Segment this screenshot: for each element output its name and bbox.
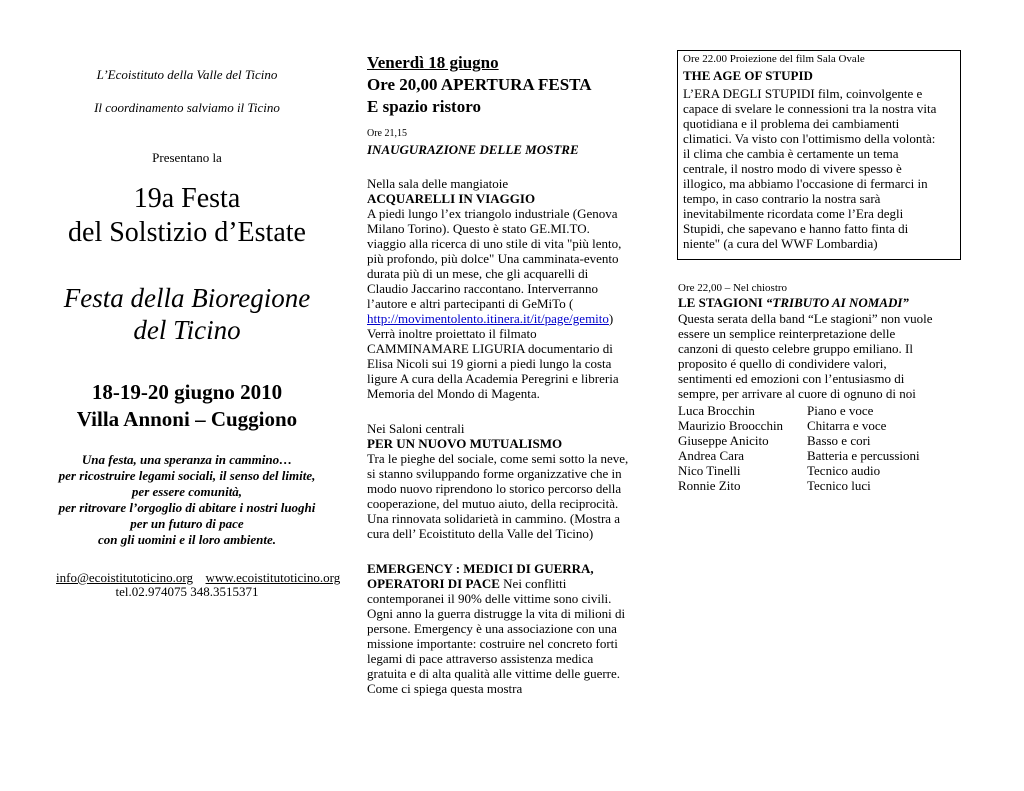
paragraph-line: Tra le pieghe del sociale, come semi sotto la neve, <box>367 451 629 466</box>
motto-line: con gli uomini e il loro ambiente. <box>97 532 277 547</box>
event-title-line-1: 19a Festa <box>133 183 241 214</box>
member-role: Batteria e percussioni <box>807 448 920 463</box>
paragraph-line: inevitabilmente ricordata come l’Era degli <box>683 206 904 221</box>
paragraph-line: CAMMINAMARE LIGURIA documentario di <box>367 341 613 356</box>
email-link[interactable]: info@ecoistitutoticino.org <box>56 570 194 585</box>
member-name: Maurizio Broocchin <box>678 418 784 433</box>
paragraph-line: ligure A cura della Academia Peregrini e libreria <box>367 371 619 386</box>
film-title: THE AGE OF STUPID <box>683 68 813 83</box>
emergency-section <box>367 561 652 696</box>
paragraph-line: più profondo, più dolce" Una camminata-evento <box>367 251 619 266</box>
paragraph-line: Stupidi, che sapevano e hanno fatto finta di <box>683 221 909 236</box>
concert-time: Ore 22,00 – Nel chiostro <box>678 282 788 294</box>
motto-line: per ritrovare l’orgoglio di abitare i nostri luoghi <box>58 500 316 515</box>
section-title: ACQUARELLI IN VIAGGIO <box>367 191 536 206</box>
paragraph-line: legami di pace attraverso assistenza medica <box>367 651 594 666</box>
paragraph-line: quotidiana e il problema dei cambiamenti <box>683 116 900 131</box>
section-title: PER UN NUOVO MUTUALISMO <box>367 436 563 451</box>
restaurant-heading: E spazio ristoro <box>367 97 481 116</box>
opening-heading: Ore 20,00 APERTURA FESTA <box>367 75 592 94</box>
paragraph-line: Questa serata della band “Le stagioni” non vuole <box>678 311 933 326</box>
member-name: Luca Brocchin <box>678 403 755 418</box>
event-subtitle-line-1: Festa della Bioregione <box>63 283 311 313</box>
motto-line: per un futuro di pace <box>130 516 244 531</box>
paragraph-line: essere un semplice reinterpretazione delle <box>678 326 896 341</box>
paragraph-line: persone. Emergency è una associazione con una <box>367 621 617 636</box>
paragraph-line: si stanno sviluppando forme organizzative che in <box>367 466 622 481</box>
paragraph-line: illogico, ma abbiamo l'occasione di fermarci in <box>683 176 928 191</box>
concert-description <box>678 311 963 401</box>
band-member <box>678 403 963 418</box>
member-role: Chitarra e voce <box>807 418 887 433</box>
watercolour-section <box>367 176 652 401</box>
concert-band-name: LE STAGIONI <box>678 295 766 310</box>
film-description <box>683 86 955 251</box>
presenter-text: Presentano la <box>152 150 222 165</box>
band-member <box>678 478 963 493</box>
event-venue: Villa Annoni – Cuggiono <box>76 407 298 431</box>
event-motto <box>48 452 326 548</box>
member-name: Giuseppe Anicito <box>678 433 769 448</box>
paragraph-line: viaggio alla ricerca di uno stile di vita "più lento, <box>367 236 622 251</box>
venue-label: Nella sala delle mangiatoie <box>367 176 509 191</box>
section-title-cont: OPERATORI DI PACE <box>367 576 500 591</box>
event-dates: 18-19-20 giugno 2010 <box>91 380 283 404</box>
paragraph-line: modo nuovo riprendono lo storico percorso della <box>367 481 622 496</box>
member-name: Ronnie Zito <box>678 478 741 493</box>
paragraph-line: Elisa Nicoli sui 19 giorni a piedi lungo la costa <box>367 356 612 371</box>
paragraph-line <box>367 311 652 326</box>
website-link[interactable]: www.ecoistitutoticino.org <box>205 570 341 585</box>
day-heading: Venerdì 18 giugno <box>367 53 499 72</box>
member-role: Tecnico luci <box>807 478 871 493</box>
paragraph-line: centrale, il nostro modo di vivere spesso è <box>683 161 902 176</box>
motto-line: Una festa, una speranza in cammino… <box>81 452 293 467</box>
motto-line: per ricostruire legami sociali, il senso del limite, <box>58 468 316 483</box>
gemito-link[interactable]: http://movimentolento.itinera.it/it/page/gemito <box>367 311 609 326</box>
paragraph-line: A piedi lungo l’ex triangolo industriale (Genova <box>367 206 618 221</box>
paragraph-line: Ogni anno la guerra distrugge la vita di milioni di <box>367 606 626 621</box>
paragraph-line: Milano Torino). Questo è stato GE.MI.TO. <box>367 221 590 236</box>
paragraph-line: capace di svelare le connessioni tra la nostra vita <box>683 101 937 116</box>
paragraph-line: durata più di un mese, che gli acquarelli di <box>367 266 589 281</box>
paragraph-line: Come ci spiega questa mostra <box>367 681 523 696</box>
paren-close: ) <box>608 311 614 326</box>
paragraph-line: cooperazione, del mutuo aiuto, della reciprocità. <box>367 496 619 511</box>
paragraph-line: Claudio Jaccarino raccontano. Interverranno <box>367 281 599 296</box>
paragraph-line: L’ERA DEGLI STUPIDI film, coinvolgente e <box>683 86 923 101</box>
paragraph-line: l’autore e altri partecipanti di GeMiTo ( <box>367 296 574 311</box>
paragraph-line: tempo, in caso contrario la nostra sarà <box>683 191 881 206</box>
venue-label: Nei Saloni centrali <box>367 421 465 436</box>
paragraph-start: Nei conflitti <box>499 576 567 591</box>
paragraph-line: sempre, per arrivare al cuore di ognuno di noi <box>678 386 916 401</box>
organizer-1: L’Ecoistituto della Valle del Ticino <box>96 67 278 82</box>
paragraph-line: sentimenti ed emozioni con l’entusiasmo di <box>678 371 905 386</box>
paragraph-line: proposito é quello di condividere valori, <box>678 356 887 371</box>
band-member <box>678 433 963 448</box>
paragraph-line: cura dell’ Ecoistituto della Valle del Ticino) <box>367 526 594 541</box>
organizer-2: Il coordinamento salviamo il Ticino <box>94 100 280 115</box>
member-role: Piano e voce <box>807 403 874 418</box>
film-box <box>677 50 961 260</box>
concert-subtitle: “TRIBUTO AI NOMADI” <box>765 295 909 310</box>
member-role: Tecnico audio <box>807 463 881 478</box>
paragraph-line: canzoni di questo celebre gruppo emiliano. Il <box>678 341 914 356</box>
member-name: Nico Tinelli <box>678 463 741 478</box>
motto-line: per essere comunità, <box>131 484 243 499</box>
band-member <box>678 448 963 463</box>
band-member <box>678 463 963 478</box>
paragraph-line: contemporanei il 90% delle vittime sono civili. <box>367 591 612 606</box>
mutualism-section <box>367 421 652 541</box>
event-title-line-2: del Solstizio d’Estate <box>68 217 306 248</box>
inauguration-time: Ore 21,15 <box>367 128 407 139</box>
paragraph-line <box>367 576 652 591</box>
paragraph-line: climatici. Va visto con l'ottimismo della volontà: <box>683 131 936 146</box>
paragraph-line: Memoria del Mondo di Magenta. <box>367 386 540 401</box>
paragraph-line: missione importante: costruire nel concreto forti <box>367 636 618 651</box>
event-subtitle-line-2: del Ticino <box>133 315 241 345</box>
section-title: EMERGENCY : MEDICI DI GUERRA, <box>367 561 594 576</box>
inauguration-title: INAUGURAZIONE DELLE MOSTRE <box>367 142 579 157</box>
concert-title <box>678 295 963 310</box>
film-time: Ore 22.00 Proiezione del film Sala Ovale <box>683 53 865 65</box>
paragraph-line: Una rinnovata solidarietà in cammino. (Mostra a <box>367 511 621 526</box>
paragraph-line: il clima che cambia è certamente un tema <box>683 146 899 161</box>
paragraph-line: niente" (a cura del WWF Lombardia) <box>683 236 878 251</box>
phone-numbers: tel.02.974075 348.3515371 <box>115 584 259 599</box>
member-name: Andrea Cara <box>678 448 745 463</box>
band-lineup <box>678 403 963 493</box>
paragraph-line: gratuita e di alta qualità alle vittime delle guerre. <box>367 666 621 681</box>
paragraph-line: Verrà inoltre proiettato il filmato <box>367 326 537 341</box>
band-member <box>678 418 963 433</box>
member-role: Basso e cori <box>807 433 871 448</box>
